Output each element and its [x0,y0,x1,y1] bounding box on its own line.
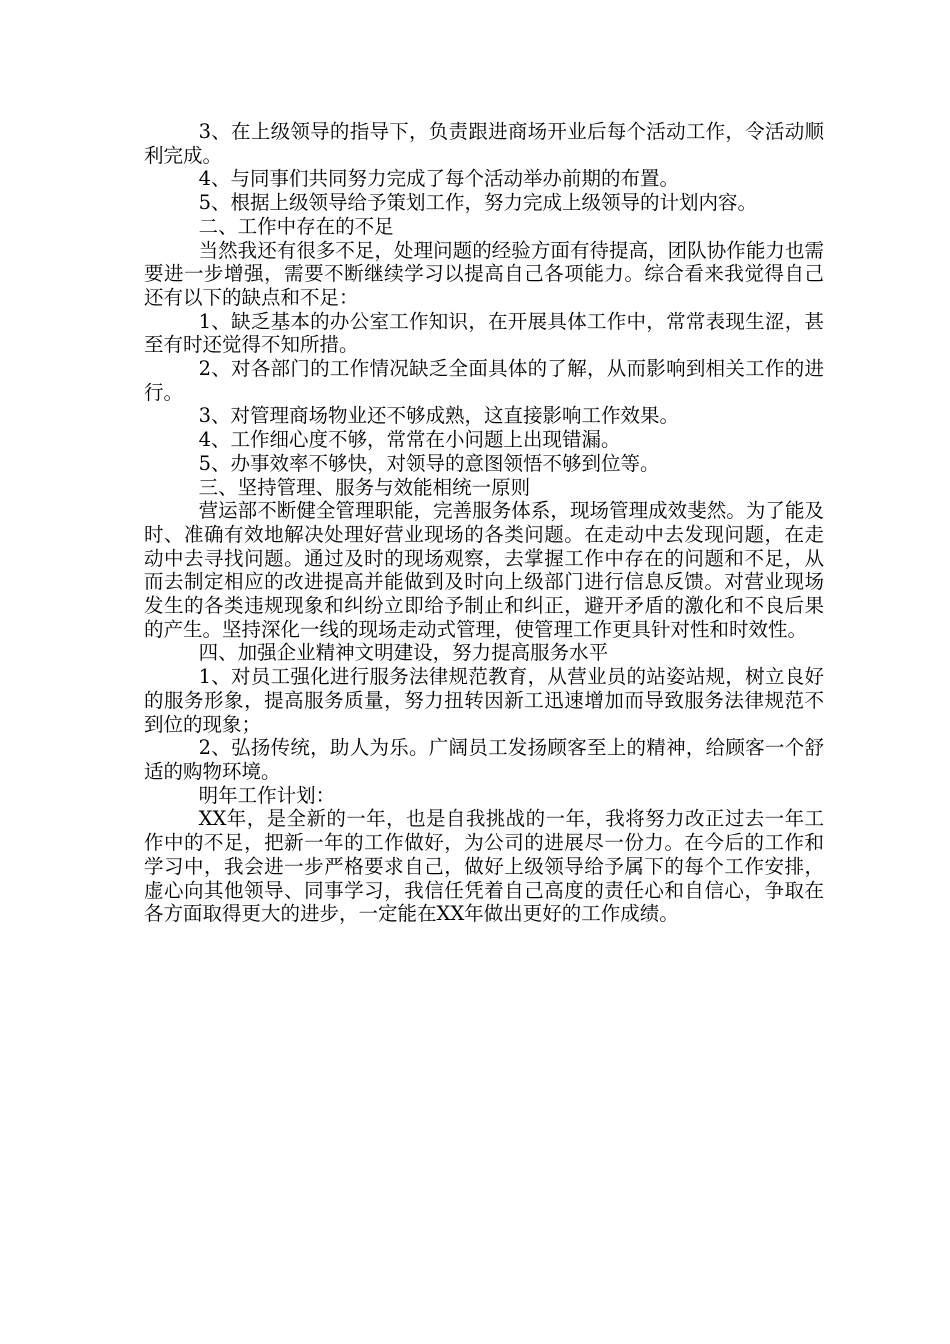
service-item-2: 2、弘扬传统，助人为乐。广阔员工发扬顾客至上的精神，给顾客一个舒适的购物环境。 [144,736,824,783]
section-heading-3: 三、坚持管理、服务与效能相统一原则 [198,475,531,499]
service-item-1: 1、对员工强化进行服务法律规范教育，从营业员的站姿站规，树立良好的服务形象，提高服务质量，努力扭转因新工迅速增加而导致服务法律规范不到位的现象； [144,665,824,736]
body-paragraph: 营运部不断健全管理职能，完善服务体系，现场管理成效斐然。为了能及时、准确有效地解决处理好营业现场的各类问题。在走动中去发现问题，在走动中去寻找问题。通过及时的现场观察，去掌握工作中存在的问题和不足，从而去制定相应的改进提高并能做到及时向上级部门进行信息反馈。对营业现场发生的各类违规现象和纠纷立即给予制止和纠正，避开矛盾的激化和不良后果的产生。坚持深化一线的现场走动式管理，使管理工作更具针对性和时效性。 [144,499,824,641]
shortcoming-item-1: 1、缺乏基本的办公室工作知识，在开展具体工作中，常常表现生涩，甚至有时还觉得不知所措。 [144,309,824,357]
plan-heading: 明年工作计划： [198,783,336,807]
list-item-4: 4、与同事们共同努力完成了每个活动举办前期的布置。 [198,167,680,191]
shortcoming-item-2: 2、对各部门的工作情况缺乏全面具体的了解，从而影响到相关工作的进行。 [144,357,824,404]
shortcoming-item-5: 5、办事效率不够快，对领导的意图领悟不够到位等。 [198,451,660,475]
shortcoming-item-3: 3、对管理商场物业还不够成熟，这直接影响工作效果。 [198,404,680,428]
document-body [144,120,824,926]
list-item-3: 3、在上级领导的指导下，负责跟进商场开业后每个活动工作，令活动顺利完成。 [144,120,824,167]
plan-paragraph: XX年，是全新的一年，也是自我挑战的一年，我将努力改正过去一年工作中的不足，把新一年的工作做好，为公司的进展尽一份力。在今后的工作和学习中，我会进一步严格要求自己，做好上级领导给予属下的每个工作安排，虚心向其他领导、同事学习，我信任凭着自己高度的责任心和自信心，争取在各方面取得更大的进步，一定能在XX年做出更好的工作成绩。 [144,807,824,926]
body-paragraph: 当然我还有很多不足，处理问题的经验方面有待提高，团队协作能力也需要进一步增强，需要不断继续学习以提高自己各项能力。综合看来我觉得自己还有以下的缺点和不足： [144,238,824,309]
section-heading-4: 四、加强企业精神文明建设，努力提高服务水平 [198,641,609,665]
section-heading-2: 二、工作中存在的不足 [198,214,394,238]
list-item-5: 5、根据上级领导给予策划工作，努力完成上级领导的计划内容。 [198,191,758,215]
shortcoming-item-4: 4、工作细心度不够，常常在小问题上出现错漏。 [198,428,621,452]
